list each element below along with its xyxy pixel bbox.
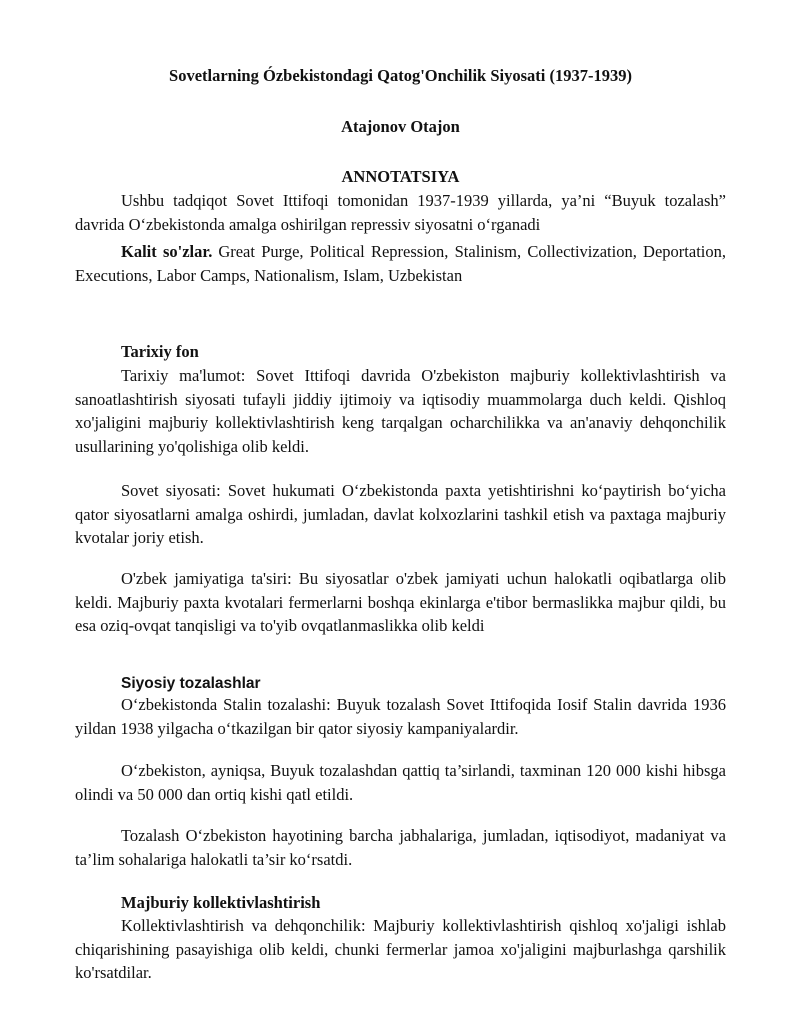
- annotation-text: Ushbu tadqiqot Sovet Ittifoqi tomonidan 1937-1939 yillarda, ya’ni “Buyuk tozalash” davrida O‘zbekistonda amalga oshirilgan repressiv siyosatni o‘rganadi: [75, 191, 726, 234]
- section-paragraph: O‘zbekistonda Stalin tozalashi: Buyuk tozalash Sovet Ittifoqida Iosif Stalin davrida 1936 yildan 1938 yilgacha o‘tkazilgan bir qator siyosiy kampaniyalardir.: [75, 695, 726, 738]
- annotation-heading: ANNOTATSIYA: [341, 167, 460, 186]
- section-paragraph: O‘zbekiston, ayniqsa, Buyuk tozalashdan qattiq ta’sirlandi, taxminan 120 000 kishi hibsga olindi va 50 000 dan ortiq kishi qatl etildi.: [75, 761, 726, 804]
- section-heading-majburiy-kollektivlashtirish: Majburiy kollektivlashtirish: [121, 893, 321, 912]
- keywords: [75, 240, 726, 287]
- paper-title: Sovetlarning Ózbekistondagi Qatog'Onchilik Siyosati (1937-1939): [169, 66, 632, 85]
- section-paragraph: Tarixiy ma'lumot: Sovet Ittifoqi davrida O'zbekiston majburiy kollektivlashtirish va sanoatlashtirish siyosati tufayli jiddiy ijtimoiy va iqtisodiy muammolarga duch keldi. Qishloq xo'jaligini majburiy kollektivlashtirish keng tarqalgan ocharchilikka va an'anaviy dehqonchilik usullarining yo'qolishiga olib keldi.: [75, 366, 726, 456]
- section-heading-siyosiy-tozalashlar: Siyosiy tozalashlar: [121, 675, 261, 692]
- section-heading-tarixiy-fon: Tarixiy fon: [121, 342, 199, 361]
- keywords-label: Kalit so'zlar.: [121, 242, 213, 261]
- section-paragraph: O'zbek jamiyatiga ta'siri: Bu siyosatlar o'zbek jamiyati uchun halokatli oqibatlarga olib keldi. Majburiy paxta kvotalari fermerlarni boshqa ekinlarga e'tibor bermaslikka majbur qildi, bu esa oziq-ovqat tanqisligi va to'yib ovqatlanmaslikka olib keldi: [75, 569, 726, 635]
- section-paragraph: Sovet siyosati: Sovet hukumati O‘zbekistonda paxta yetishtirishni ko‘paytirish bo‘yicha qator siyosatlarni amalga oshirdi, jumladan, davlat kolxozlarini tashkil etish va paxtaga majburiy kvotalar joriy etish.: [75, 481, 726, 547]
- author-name: Atajonov Otajon: [341, 117, 460, 136]
- section-paragraph: Tozalash O‘zbekiston hayotining barcha jabhalariga, jumladan, iqtisodiyot, madaniyat va ta’lim sohalariga halokatli ta’sir ko‘rsatdi.: [75, 826, 726, 869]
- keywords-text: Great Purge, Political Repression, Stalinism, Collectivization, Deportation, Executions, Labor Camps, Nationalism, Islam, Uzbekistan: [75, 242, 726, 285]
- section-paragraph: Kollektivlashtirish va dehqonchilik: Majburiy kollektivlashtirish qishloq xo'jaligi ishlab chiqarishining pasayishiga olib keldi, chunki fermerlar jamoa xo'jaligini majburlashga qarshilik ko'rsatdilar.: [75, 916, 726, 982]
